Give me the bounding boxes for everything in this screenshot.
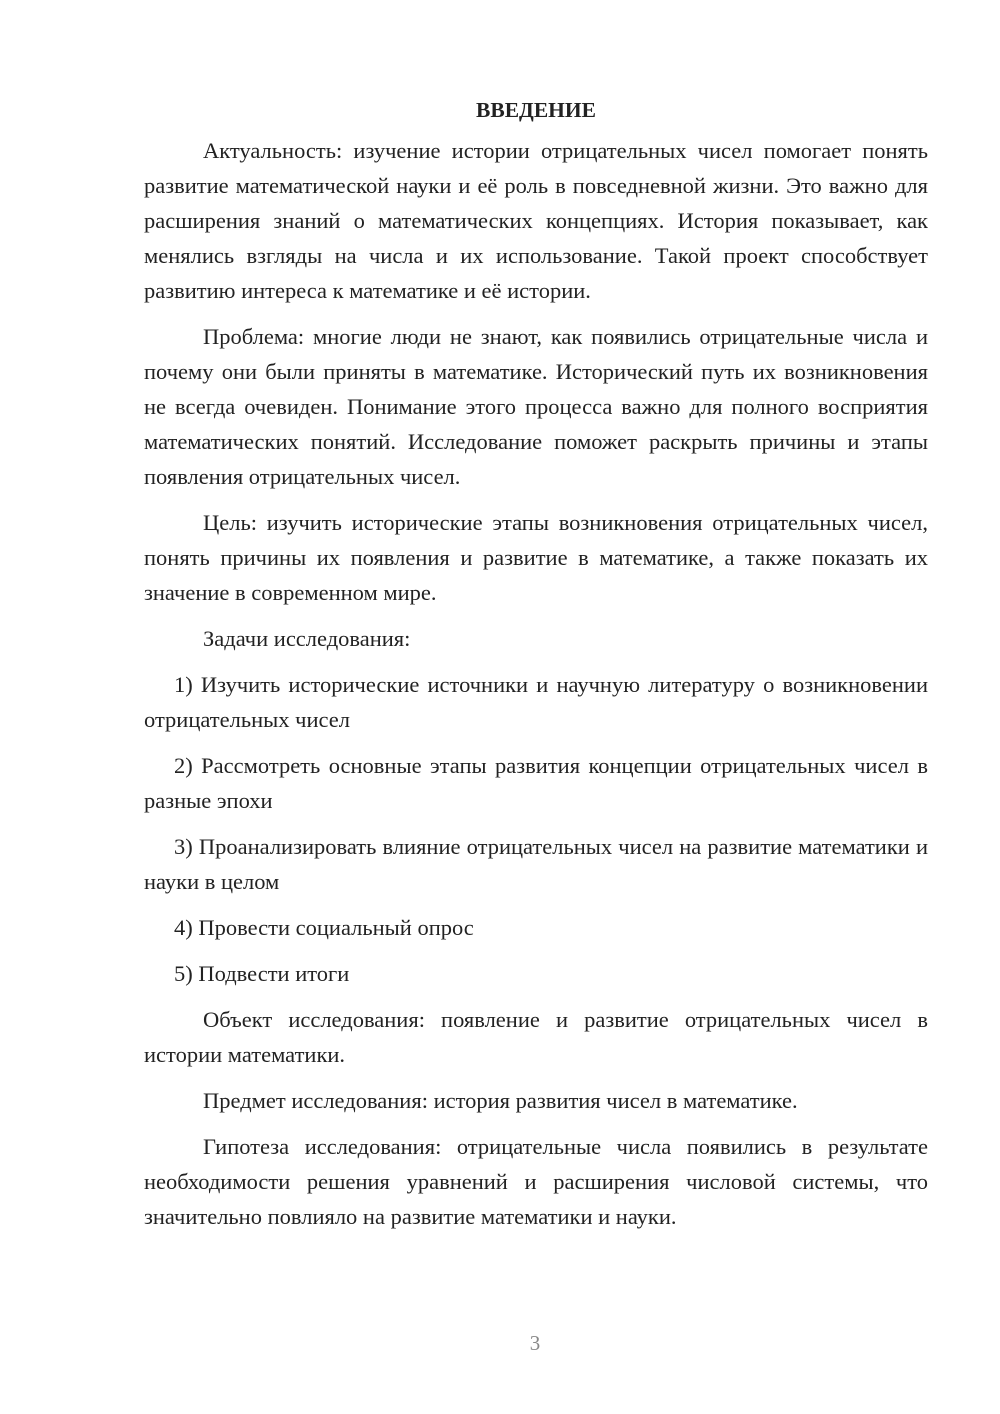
section-title: ВВЕДЕНИЕ xyxy=(476,98,596,122)
subject-paragraph: Предмет исследования: история развития чисел в математике. xyxy=(203,1088,798,1113)
task-item-2: 2) Рассмотреть основные этапы развития концепции отрицательных чисел в разные эпохи xyxy=(144,753,928,813)
task-item-5: 5) Подвести итоги xyxy=(174,961,350,986)
goal-paragraph: Цель: изучить исторические этапы возникновения отрицательных чисел, понять причины их появления и развитие в математике, а также показать их значение в современном мире. xyxy=(144,510,928,605)
problem-paragraph: Проблема: многие люди не знают, как появились отрицательные числа и почему они были приняты в математике. Исторический путь их возникновения не всегда очевиден. Понимание этого процесса важно для полного восприятия математических понятий. Исследование поможет раскрыть причины и этапы появления отрицательных чисел. xyxy=(144,324,928,489)
task-item-4: 4) Провести социальный опрос xyxy=(174,915,474,940)
tasks-heading: Задачи исследования: xyxy=(203,626,411,651)
object-paragraph: Объект исследования: появление и развитие отрицательных чисел в истории математики. xyxy=(144,1007,928,1067)
task-item-1: 1) Изучить исторические источники и научную литературу о возникновении отрицательных чисел xyxy=(144,672,928,732)
hypothesis-paragraph: Гипотеза исследования: отрицательные числа появились в результате необходимости решения уравнений и расширения числовой системы, что значительно повлияло на развитие математики и науки. xyxy=(144,1134,928,1229)
relevance-paragraph: Актуальность: изучение истории отрицательных чисел помогает понять развитие математической науки и её роль в повседневной жизни. Это важно для расширения знаний о математических концепциях. История показывает, как менялись взгляды на числа и их использование. Такой проект способствует развитию интереса к математике и её истории. xyxy=(144,138,928,303)
tasks-list xyxy=(144,667,928,991)
document-page xyxy=(144,92,928,1245)
page-number: 3 xyxy=(529,1331,541,1355)
task-item-3: 3) Проанализировать влияние отрицательных чисел на развитие математики и науки в целом xyxy=(144,834,928,894)
